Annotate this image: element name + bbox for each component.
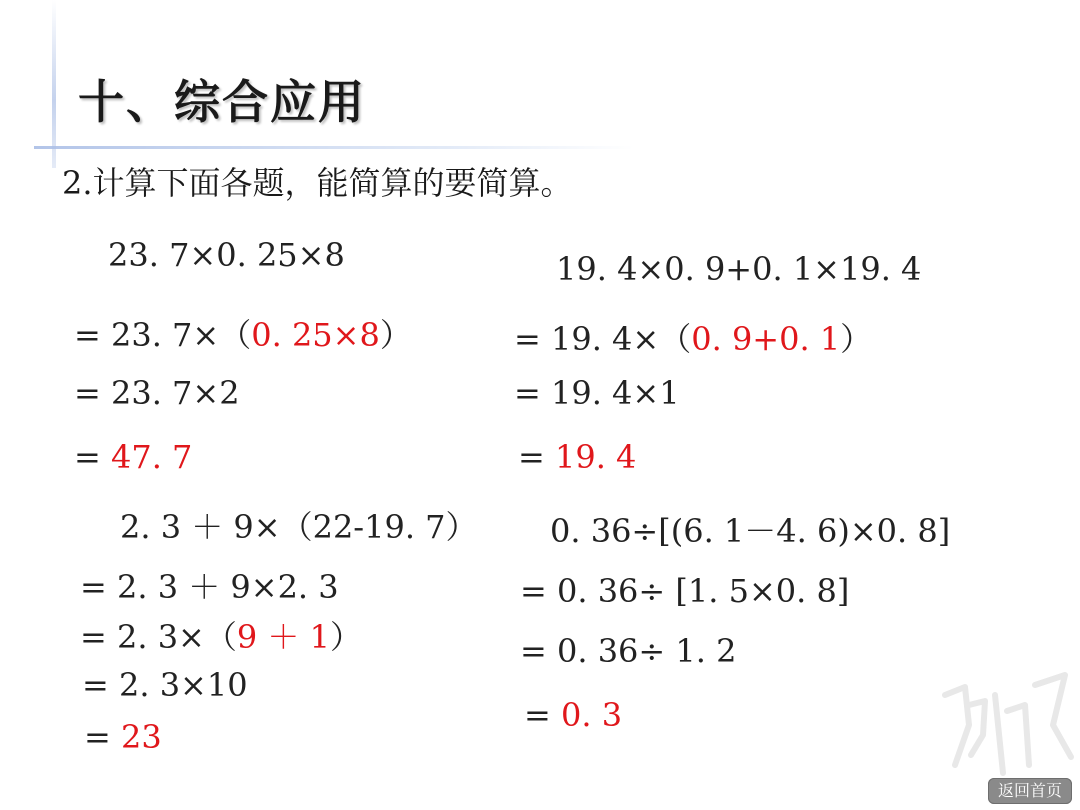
equals-sign: = [524, 696, 561, 734]
watermark-logo-icon [925, 665, 1075, 785]
answer-value: 47. 7 [110, 438, 193, 476]
home-button[interactable]: 返回首页 [988, 778, 1072, 804]
step-text-close: ） [840, 320, 873, 358]
step-text: 2. 3 ＋ 9×2. 3 [116, 568, 339, 606]
highlighted-grouping: 9 ＋ 1 [236, 618, 330, 656]
problem-1-answer [74, 438, 192, 476]
equals-sign: = [80, 568, 117, 606]
equals-sign: = [84, 718, 121, 756]
step-text-close: ） [379, 316, 412, 354]
step-text: 0. 36÷ 1. 2 [556, 632, 737, 670]
problem-2-expression: 19. 4×0. 9+0. 1×19. 4 [556, 250, 922, 288]
equals-sign: = [82, 666, 119, 704]
equals-sign: = [518, 438, 555, 476]
problem-3-step-2 [80, 612, 362, 658]
problem-3-expression: 2. 3 ＋ 9×（22-19. 7） [120, 508, 478, 546]
step-text: 23. 7×（ [110, 316, 252, 354]
problem-2-step-1 [514, 314, 872, 360]
answer-value: 19. 4 [554, 438, 637, 476]
problem-4-expression: 0. 36÷[(6. 1－4. 6)×0. 8] [550, 512, 951, 550]
step-text: 0. 36÷ [1. 5×0. 8] [556, 572, 850, 610]
problem-4-answer [524, 696, 622, 734]
equals-sign: = [74, 374, 111, 412]
step-text: 19. 4×（ [550, 320, 692, 358]
equals-sign: = [520, 572, 557, 610]
decorative-vertical-rule [52, 0, 56, 168]
equals-sign: = [520, 632, 557, 670]
problem-2-answer [518, 438, 636, 476]
decorative-horizontal-rule [34, 146, 634, 149]
equals-sign: = [80, 618, 117, 656]
slide-title: 十、综合应用 [78, 75, 366, 129]
answer-value: 23 [120, 718, 162, 756]
question-instruction: 2.计算下面各题，能简算的要简算。 [62, 164, 573, 202]
equals-sign: = [514, 320, 551, 358]
step-text: 2. 3×（ [116, 618, 237, 656]
problem-3-step-1 [80, 562, 339, 608]
problem-4-step-2 [520, 632, 736, 670]
problem-1-expression: 23. 7×0. 25×8 [108, 236, 345, 274]
step-text-close: ） [329, 618, 362, 656]
problem-4-step-1 [520, 572, 849, 610]
problem-3-answer [84, 718, 162, 756]
step-text: 19. 4×1 [550, 374, 680, 412]
problem-3-step-3 [82, 666, 248, 704]
equals-sign: = [74, 438, 111, 476]
equals-sign: = [514, 374, 551, 412]
equals-sign: = [74, 316, 111, 354]
answer-value: 0. 3 [560, 696, 623, 734]
highlighted-grouping: 0. 25×8 [251, 316, 380, 354]
problem-1-step-2 [74, 374, 240, 412]
step-text: 2. 3×10 [118, 666, 248, 704]
problem-2-step-2 [514, 374, 680, 412]
step-text: 23. 7×2 [110, 374, 240, 412]
problem-1-step-1 [74, 310, 412, 356]
highlighted-grouping: 0. 9+0. 1 [691, 320, 841, 358]
